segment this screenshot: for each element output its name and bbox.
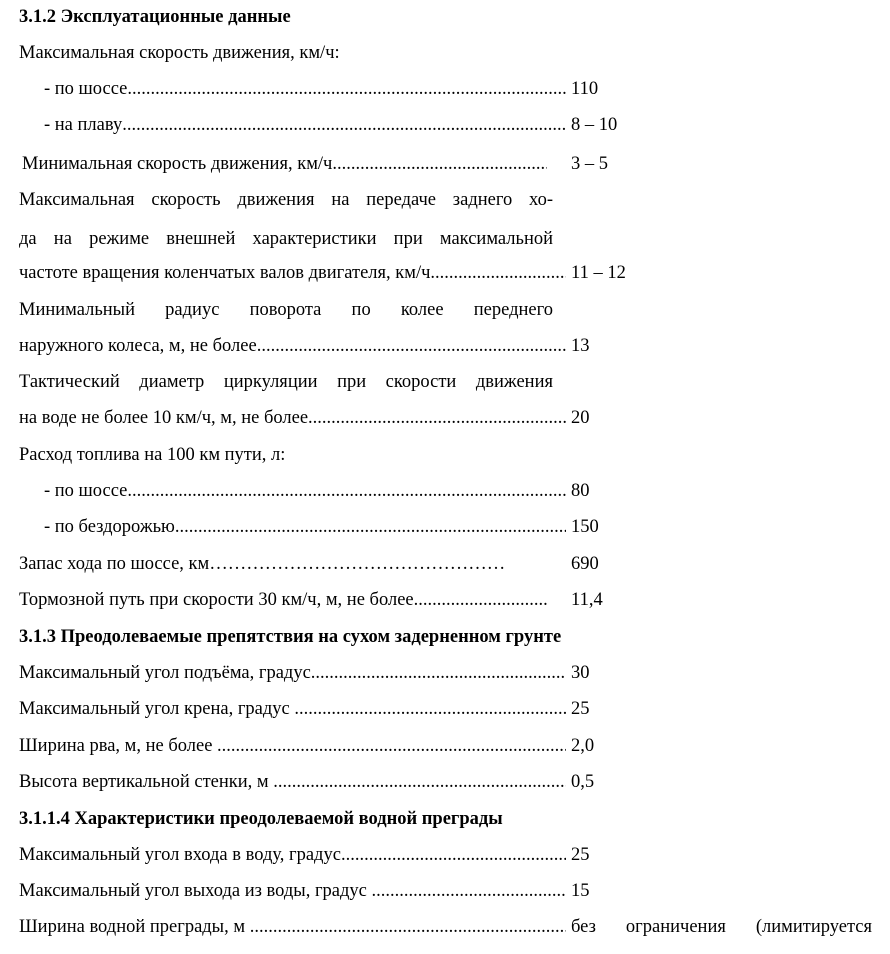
fuel-offroad-row — [44, 516, 566, 538]
water-exit-angle-label: Максимальный угол выхода из воды, градус — [19, 881, 372, 901]
reverse-speed-value: 11 – 12 — [571, 263, 626, 283]
wall-height-row — [19, 771, 566, 793]
ditch-width-row — [19, 735, 566, 757]
reverse-speed-line-1: Максимальная скорость движения на передаче заднего хо- — [19, 190, 553, 210]
dot-leader — [430, 262, 566, 284]
dot-leader — [250, 916, 566, 938]
braking-distance-label: Тормозной путь при скорости 30 км/ч, м, не более — [19, 590, 414, 610]
dot-leader — [311, 662, 566, 684]
dot-leader — [175, 516, 566, 538]
roll-angle-row — [19, 698, 566, 720]
water-entry-angle-value: 25 — [571, 845, 590, 865]
dot-leader — [294, 698, 566, 720]
water-exit-angle-row — [19, 880, 566, 902]
turn-radius-line-1: Минимальный радиус поворота по колее переднего — [19, 300, 553, 320]
min-speed-value: 3 – 5 — [571, 154, 608, 174]
tactical-diameter-line-2: на воде не более 10 км/ч, м, не более — [19, 408, 309, 428]
climb-angle-label: Максимальный угол подъёма, градус — [19, 663, 311, 683]
section-heading-operational-data: 3.1.2 Эксплуатационные данные — [19, 7, 291, 27]
braking-distance-row — [19, 589, 549, 611]
water-width-value-word-3: (лимитируется — [755, 917, 872, 937]
range-ellipsis-leader: ………………………………………… — [209, 554, 506, 574]
roll-angle-value: 25 — [571, 699, 590, 719]
turn-radius-value: 13 — [571, 336, 590, 356]
afloat-speed-row — [44, 114, 566, 136]
water-width-value-word-2: ограничения — [625, 917, 726, 937]
section-heading-obstacles: 3.1.3 Преодолеваемые препятствия на сухом задерненном грунте — [19, 627, 562, 647]
dot-leader — [122, 114, 566, 136]
water-width-label: Ширина водной преграды, м — [19, 917, 250, 937]
max-speed-text: Максимальная скорость движения, км/ч: — [19, 43, 340, 63]
dot-leader — [217, 735, 566, 757]
min-speed-label: Минимальная скорость движения, км/ч — [22, 154, 333, 174]
fuel-highway-value: 80 — [571, 481, 590, 501]
water-width-row — [19, 916, 566, 938]
tactical-diameter-row — [19, 407, 566, 429]
dot-leader — [127, 78, 566, 100]
dot-leader — [414, 589, 549, 611]
wall-height-label: Высота вертикальной стенки, м — [19, 772, 274, 792]
turn-radius-line-2: наружного колеса, м, не более — [19, 336, 257, 356]
highway-speed-value: 110 — [571, 79, 599, 99]
wall-height-value: 0,5 — [571, 772, 595, 792]
water-width-value-word-1: без — [571, 917, 596, 937]
range-label: Запас хода по шоссе, км — [19, 554, 210, 574]
fuel-highway-label: - по шоссе — [44, 481, 128, 501]
reverse-speed-line-3: частоте вращения коленчатых валов двигателя, км/ч — [19, 263, 431, 283]
water-entry-angle-label: Максимальный угол входа в воду, градус — [19, 845, 341, 865]
fuel-offroad-label: - по бездорожью — [44, 517, 175, 537]
highway-speed-row — [44, 78, 566, 100]
braking-distance-value: 11,4 — [571, 590, 603, 610]
dot-leader — [257, 335, 566, 357]
tactical-diameter-value: 20 — [571, 408, 590, 428]
turn-radius-row — [19, 335, 566, 357]
min-speed-row — [22, 153, 547, 175]
ditch-width-label: Ширина рва, м, не более — [19, 736, 218, 756]
dot-leader — [372, 880, 567, 902]
dot-leader — [332, 153, 547, 175]
range-row — [19, 553, 505, 575]
range-value: 690 — [571, 554, 599, 574]
roll-angle-label: Максимальный угол крена, градус — [19, 699, 295, 719]
water-exit-angle-value: 15 — [571, 881, 590, 901]
fuel-highway-row — [44, 480, 566, 502]
climb-angle-value: 30 — [571, 663, 590, 683]
fuel-consumption-text: Расход топлива на 100 км пути, л: — [19, 445, 286, 465]
water-width-value — [571, 916, 872, 938]
reverse-speed-row — [19, 262, 566, 284]
ditch-width-value: 2,0 — [571, 736, 595, 756]
fuel-offroad-value: 150 — [571, 517, 599, 537]
afloat-speed-label: - на плаву — [44, 115, 123, 135]
water-entry-angle-row — [19, 844, 566, 866]
climb-angle-row — [19, 662, 566, 684]
dot-leader — [308, 407, 566, 429]
reverse-speed-line-2: да на режиме внешней характеристики при максимальной — [19, 229, 553, 249]
tactical-diameter-line-1: Тактический диаметр циркуляции при скорости движения — [19, 372, 553, 392]
dot-leader — [273, 771, 566, 793]
dot-leader — [341, 844, 566, 866]
dot-leader — [127, 480, 566, 502]
section-heading-water-obstacle: 3.1.1.4 Характеристики преодолеваемой водной преграды — [19, 809, 503, 829]
afloat-speed-value: 8 – 10 — [571, 115, 618, 135]
highway-speed-label: - по шоссе — [44, 79, 128, 99]
